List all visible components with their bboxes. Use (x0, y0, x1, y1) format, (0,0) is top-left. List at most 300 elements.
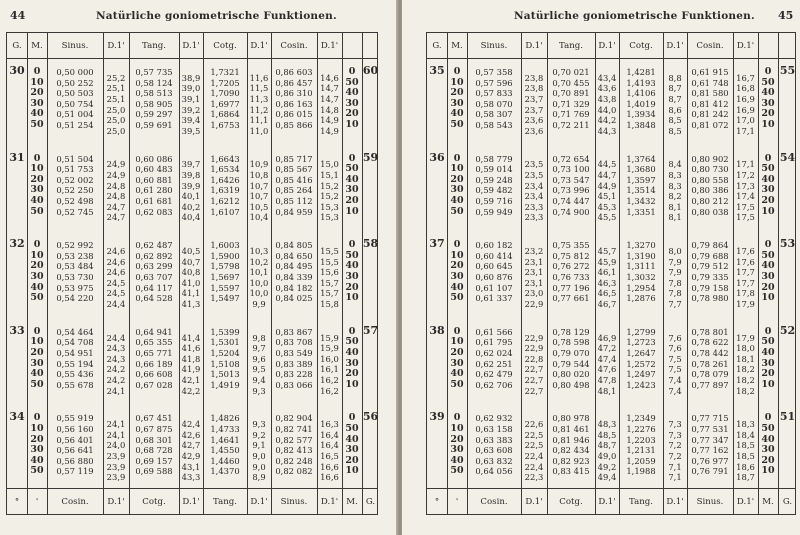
difference-value: 40,7 (181, 256, 201, 267)
difference-value: 17,2 (736, 170, 755, 181)
column-footer: Cosin. (61, 497, 89, 507)
column-header: D.1' (107, 41, 125, 51)
minute-label: 20 (30, 260, 44, 272)
minute-label: 20 (450, 87, 464, 99)
table-footer (7, 488, 377, 514)
sinus-value: 0,52 250 (56, 185, 94, 196)
minute-label: 50 (345, 163, 359, 175)
tangent-value: 0,58 124 (135, 77, 173, 88)
difference-value: 47,8 (597, 375, 617, 386)
sinus-value: 0,58 070 (475, 98, 513, 109)
cosine-value: 0,82 577 (275, 434, 313, 445)
tangent-value: 0,67 028 (135, 379, 173, 390)
minute-label: 50 (345, 249, 359, 261)
minute-label: 0 (348, 152, 356, 164)
sinus-value: 0,54 464 (56, 326, 94, 337)
cosine-value: 0,79 158 (691, 282, 729, 293)
difference-value: 18,2 (736, 364, 755, 375)
minute-label: 0 (348, 412, 356, 424)
cosine-value: 0,82 904 (275, 413, 313, 424)
difference-value: 8,1 (668, 212, 682, 223)
cosine-value: 0,77 162 (691, 445, 729, 456)
minute-label: 30 (761, 357, 775, 369)
difference-value: 15,9 (320, 332, 339, 343)
minute-label: 30 (345, 271, 359, 282)
minute-label: 30 (450, 357, 464, 369)
column-footer: ° (14, 497, 20, 507)
difference-value: 39,5 (181, 125, 201, 136)
difference-value: 15,0 (320, 159, 339, 170)
tangent-value: 0,68 728 (135, 445, 173, 456)
minute-label: 30 (30, 184, 44, 196)
cotangent-value: 1,6212 (210, 196, 240, 206)
difference-value: 8,4 (668, 159, 682, 170)
minute-label: 50 (345, 423, 359, 434)
difference-value: 45,9 (597, 256, 617, 267)
difference-value: 41,3 (181, 299, 201, 310)
cosine-value: 0,83 867 (275, 326, 313, 337)
cotangent-value: 1,3764 (626, 153, 656, 164)
cosine-value: 0,86 015 (275, 109, 313, 120)
difference-value: 16,4 (320, 429, 339, 440)
cotangent-value: 1,4550 (210, 445, 240, 456)
difference-value: 7,5 (668, 364, 682, 375)
cosine-value: 0,82 248 (275, 455, 313, 466)
difference-value: 15,3 (320, 201, 339, 212)
cotangent-value: 1,2954 (626, 282, 656, 293)
minute-label: 40 (761, 260, 775, 272)
difference-value: 15,6 (320, 267, 339, 278)
minute-label: 30 (761, 271, 775, 282)
minute-label: 20 (761, 195, 775, 206)
cosine-value: 0,80 558 (691, 174, 729, 185)
degree-label: 39 (429, 410, 445, 424)
minute-label: 40 (345, 260, 359, 272)
cotangent-value: 1,4193 (626, 77, 656, 88)
minute-label: 0 (348, 325, 356, 337)
minute-label: 10 (450, 163, 464, 175)
column-footer: Tang. (629, 497, 653, 507)
minute-label: 0 (33, 325, 41, 337)
difference-value: 8,1 (668, 201, 682, 212)
difference-value: 42,4 (181, 419, 201, 430)
cotangent-value: 1,3514 (626, 185, 656, 196)
difference-value: 14,7 (320, 94, 339, 105)
difference-value: 42,9 (181, 451, 201, 462)
minute-label: 50 (30, 292, 44, 304)
difference-value: 10,8 (249, 170, 269, 181)
sinus-value: 0,58 307 (475, 109, 513, 120)
difference-value: 25,0 (106, 104, 126, 115)
difference-value: 48,1 (597, 385, 617, 396)
minute-label: 0 (453, 325, 461, 337)
minute-label: 50 (761, 336, 775, 348)
difference-value: 16,2 (320, 385, 339, 396)
difference-value: 24,2 (106, 364, 126, 375)
sinus-value: 0,52 002 (56, 174, 94, 185)
minute-label: 40 (30, 368, 44, 380)
difference-value: 11,0 (249, 125, 269, 136)
column-header: Tang. (142, 41, 166, 51)
cosine-value: 0,77 715 (691, 413, 729, 424)
sinus-value: 0,55 194 (56, 358, 94, 369)
difference-value: 46,3 (597, 277, 617, 288)
tangent-value: 0,83 415 (552, 466, 590, 477)
cosine-value: 0,83 389 (275, 358, 313, 369)
column-header: Tang. (559, 41, 583, 51)
right-page (402, 0, 800, 535)
column-header: G. (432, 41, 442, 51)
minute-label: 0 (453, 239, 461, 251)
difference-value: 10,0 (249, 277, 269, 288)
difference-value: 14,8 (320, 104, 339, 115)
cotangent-value: 1,7321 (210, 67, 240, 77)
difference-value: 18,5 (736, 440, 755, 451)
difference-value: 17,1 (736, 159, 755, 170)
minute-label: 30 (761, 444, 775, 456)
cosine-value: 0,77 347 (691, 434, 729, 445)
tangent-value: 0,66 608 (135, 369, 173, 380)
minute-label: 40 (30, 195, 44, 206)
difference-value: 22,3 (524, 472, 544, 483)
tangent-value: 0,79 070 (552, 348, 590, 358)
tangent-value: 0,64 117 (135, 282, 173, 293)
difference-value: 45,1 (597, 191, 617, 202)
minute-label: 0 (453, 152, 461, 164)
minute-label: 20 (761, 108, 775, 120)
tangent-value: 0,81 461 (552, 424, 590, 434)
cosine-value: 0,83 708 (275, 337, 313, 348)
cotangent-value: 1,6319 (210, 185, 240, 196)
difference-value: 23,6 (524, 115, 544, 126)
difference-value: 17,5 (736, 212, 755, 223)
cotangent-value: 1,4370 (210, 466, 240, 477)
column-footer: Sinus. (280, 497, 308, 507)
column-header: M. (451, 41, 463, 51)
minute-label: 50 (450, 205, 464, 217)
difference-value: 23,2 (524, 246, 544, 257)
degree-label: 32 (9, 237, 25, 251)
cotangent-value: 1,6426 (210, 174, 240, 185)
difference-value: 16,8 (736, 83, 755, 94)
minute-label: 20 (30, 433, 44, 445)
page-number: 45 (778, 9, 794, 22)
difference-value: 9,6 (252, 353, 266, 364)
minute-label: 50 (450, 465, 464, 477)
sinus-value: 0,60 645 (475, 261, 513, 272)
tangent-value: 0,82 923 (552, 455, 590, 466)
tangent-value: 0,78 598 (552, 337, 590, 348)
sinus-value: 0,53 484 (56, 261, 94, 272)
cotangent-value: 1,5798 (210, 261, 240, 272)
difference-value: 15,1 (320, 170, 339, 181)
tangent-value: 0,58 905 (135, 98, 173, 109)
column-header: D.1' (320, 41, 339, 51)
difference-value: 24,5 (106, 288, 126, 299)
difference-value: 23,1 (524, 277, 544, 288)
cotangent-value: 1,6977 (210, 98, 240, 109)
tangent-value: 0,62 487 (135, 240, 173, 251)
difference-value: 18,2 (736, 385, 755, 396)
cotangent-value: 1,7090 (210, 88, 240, 99)
degree-label: 57 (362, 323, 379, 337)
difference-value: 24,1 (106, 385, 126, 396)
sinus-value: 0,61 337 (475, 293, 513, 304)
cosine-value: 0,83 066 (275, 379, 313, 390)
sinus-value: 0,54 951 (56, 348, 94, 358)
cotangent-value: 1,5597 (210, 282, 240, 293)
column-header: Sinus. (480, 41, 508, 51)
difference-value: 43,1 (181, 461, 201, 472)
difference-value: 15,8 (320, 299, 339, 310)
cotangent-value: 1,4826 (210, 413, 240, 424)
minute-label: 40 (450, 368, 464, 380)
difference-value: 38,9 (181, 72, 201, 83)
minute-label: 0 (764, 325, 772, 337)
minute-label: 10 (30, 249, 44, 261)
difference-value: 39,9 (181, 180, 201, 191)
sinus-value: 0,60 876 (475, 272, 513, 282)
column-footer: G. (365, 497, 376, 507)
difference-value: 44,5 (597, 159, 617, 170)
sinus-value: 0,52 498 (56, 196, 94, 206)
cotangent-value: 1,2203 (626, 434, 656, 445)
sinus-value: 0,55 678 (56, 379, 94, 390)
difference-value: 10,5 (249, 201, 269, 212)
difference-value: 10,2 (249, 256, 269, 267)
sinus-value: 0,60 182 (475, 240, 513, 251)
cotangent-value: 1,3032 (626, 272, 656, 282)
minute-label: 10 (761, 119, 775, 130)
cosine-value: 0,80 386 (691, 185, 729, 196)
cosine-value: 0,85 416 (275, 174, 313, 185)
difference-value: 22,9 (524, 343, 544, 354)
difference-value: 16,9 (736, 94, 755, 105)
difference-value: 25,0 (106, 115, 126, 126)
sinus-value: 0,63 832 (475, 455, 513, 466)
cotangent-value: 1,5108 (210, 358, 240, 369)
tangent-value: 0,63 707 (135, 272, 173, 282)
tangent-value: 0,60 881 (135, 174, 173, 185)
minute-label: 10 (345, 119, 359, 130)
difference-value: 48,7 (597, 440, 617, 451)
difference-value: 22,5 (524, 440, 544, 451)
cotangent-value: 1,5900 (210, 250, 240, 261)
difference-value: 9,3 (252, 385, 266, 396)
difference-value: 15,3 (320, 212, 339, 223)
degree-label: 31 (9, 150, 25, 164)
difference-value: 7,8 (668, 288, 682, 299)
column-rule (778, 33, 779, 514)
difference-value: 15,5 (320, 256, 339, 267)
sinus-value: 0,58 543 (475, 120, 513, 130)
degree-label: 56 (362, 410, 379, 424)
minute-label: 0 (33, 66, 41, 77)
difference-value: 24,8 (106, 191, 126, 202)
sinus-value: 0,56 641 (56, 445, 94, 456)
tangent-value: 0,57 735 (135, 67, 173, 77)
tangent-value: 0,80 498 (552, 379, 590, 390)
column-header: Cotg. (629, 41, 653, 51)
minute-label: 20 (30, 87, 44, 99)
difference-value: 8,9 (252, 472, 266, 483)
sinus-value: 0,64 056 (475, 466, 513, 477)
difference-value: 7,6 (668, 332, 682, 343)
cosine-value: 0,79 335 (691, 272, 729, 282)
minute-label: 30 (450, 184, 464, 196)
tangent-value: 0,70 021 (552, 67, 590, 77)
difference-value: 22,6 (524, 419, 544, 430)
cosine-value: 0,80 212 (691, 196, 729, 206)
difference-value: 23,8 (524, 83, 544, 94)
sinus-value: 0,57 596 (475, 77, 513, 88)
cotangent-value: 1,2059 (626, 455, 656, 466)
sinus-value: 0,50 754 (56, 98, 94, 109)
difference-value: 24,9 (106, 159, 126, 170)
difference-value: 41,8 (181, 353, 201, 364)
minute-label: 50 (450, 292, 464, 304)
cotangent-value: 1,2723 (626, 337, 656, 348)
tangent-value: 0,60 483 (135, 164, 173, 175)
cosine-value: 0,61 748 (691, 77, 729, 88)
sinus-value: 0,61 107 (475, 282, 513, 293)
difference-value: 46,5 (597, 288, 617, 299)
sinus-value: 0,56 880 (56, 455, 94, 466)
sinus-value: 0,56 401 (56, 434, 94, 445)
difference-value: 41,6 (181, 343, 201, 354)
difference-value: 23,3 (524, 201, 544, 212)
difference-value: 47,2 (597, 343, 617, 354)
difference-value: 41,9 (181, 364, 201, 375)
cosine-value: 0,78 980 (691, 293, 729, 304)
tangent-value: 0,64 941 (135, 326, 173, 337)
minute-label: 30 (30, 97, 44, 109)
difference-value: 16,1 (320, 364, 339, 375)
tangent-value: 0,65 771 (135, 348, 173, 358)
degree-label: 37 (429, 237, 445, 251)
minute-label: 20 (761, 281, 775, 293)
difference-value: 17,0 (736, 115, 755, 126)
cotangent-value: 1,6753 (210, 120, 240, 130)
difference-value: 10,9 (249, 159, 269, 170)
sinus-value: 0,51 753 (56, 164, 94, 175)
difference-value: 7,1 (668, 472, 682, 483)
cosine-value: 0,82 741 (275, 424, 313, 434)
degree-label: 34 (9, 410, 25, 424)
difference-value: 24,4 (106, 332, 126, 343)
difference-value: 45,7 (597, 246, 617, 257)
difference-value: 39,4 (181, 115, 201, 126)
difference-value: 17,4 (736, 191, 755, 202)
column-footer: D.1' (666, 497, 684, 507)
difference-value: 7,7 (668, 299, 682, 310)
cotangent-value: 1,2799 (626, 326, 656, 337)
difference-value: 17,5 (736, 201, 755, 212)
difference-value: 49,0 (597, 451, 617, 462)
tangent-value: 0,73 996 (552, 185, 590, 196)
minute-label: 30 (345, 97, 359, 109)
difference-value: 22,9 (524, 299, 544, 310)
minute-label: 50 (761, 249, 775, 261)
tangent-value: 0,79 544 (552, 358, 590, 369)
cosine-value: 0,76 977 (691, 455, 729, 466)
cosine-value: 0,84 182 (275, 282, 313, 293)
minute-label: 50 (450, 378, 464, 390)
difference-value: 24,8 (106, 180, 126, 191)
cotangent-value: 1,4919 (210, 379, 240, 390)
cotangent-value: 1,3680 (626, 164, 656, 175)
difference-value: 43,4 (597, 72, 617, 83)
minute-label: 40 (30, 108, 44, 120)
minute-label: 40 (345, 87, 359, 99)
tangent-value: 0,80 978 (552, 413, 590, 424)
difference-value: 44,2 (597, 115, 617, 126)
cotangent-value: 1,4281 (626, 67, 656, 77)
difference-value: 23,1 (524, 267, 544, 278)
sinus-value: 0,58 779 (475, 153, 513, 164)
difference-value: 42,2 (181, 385, 201, 396)
difference-value: 8,3 (668, 180, 682, 191)
difference-value: 8,5 (668, 115, 682, 126)
sinus-value: 0,53 975 (56, 282, 94, 293)
minute-label: 30 (450, 97, 464, 109)
minute-label: 40 (30, 454, 44, 466)
minute-label: 50 (450, 119, 464, 130)
minute-label: 50 (761, 423, 775, 434)
cosine-value: 0,86 457 (275, 77, 313, 88)
difference-value: 24,4 (106, 299, 126, 310)
tangent-value: 0,82 434 (552, 445, 590, 456)
cosine-value: 0,84 495 (275, 261, 313, 272)
tangent-value: 0,71 769 (552, 109, 590, 120)
difference-value: 7,4 (668, 375, 682, 386)
table-header (7, 33, 377, 59)
minute-label: 40 (345, 347, 359, 358)
difference-value: 14,7 (320, 83, 339, 94)
difference-value: 41,1 (181, 288, 201, 299)
difference-value: 40,4 (181, 212, 201, 223)
difference-value: 23,5 (524, 159, 544, 170)
difference-value: 24,7 (106, 212, 126, 223)
sinus-value: 0,54 220 (56, 293, 94, 304)
minute-label: 40 (761, 173, 775, 185)
tangent-value: 0,73 547 (552, 174, 590, 185)
difference-value: 17,8 (736, 288, 755, 299)
difference-value: 8,5 (668, 125, 682, 136)
minute-label: 0 (764, 66, 772, 77)
difference-value: 8,2 (668, 191, 682, 202)
column-footer: Sinus. (696, 497, 724, 507)
difference-value: 15,2 (320, 191, 339, 202)
tangent-value: 0,72 211 (552, 120, 590, 130)
minute-label: 40 (450, 108, 464, 120)
difference-value: 9,4 (252, 375, 266, 386)
difference-value: 42,1 (181, 375, 201, 386)
minute-label: 20 (450, 173, 464, 185)
column-footer: M. (762, 497, 774, 507)
minute-label: 20 (761, 368, 775, 380)
minute-label: 50 (30, 205, 44, 217)
difference-value: 16,9 (736, 104, 755, 115)
sinus-value: 0,63 608 (475, 445, 513, 456)
cosine-value: 0,78 079 (691, 369, 729, 380)
minute-label: 10 (345, 465, 359, 477)
difference-value: 23,4 (524, 180, 544, 191)
difference-value: 10,3 (249, 246, 269, 257)
difference-value: 15,9 (320, 343, 339, 354)
cosine-value: 0,86 163 (275, 98, 313, 109)
column-header: Cosin. (280, 41, 308, 51)
